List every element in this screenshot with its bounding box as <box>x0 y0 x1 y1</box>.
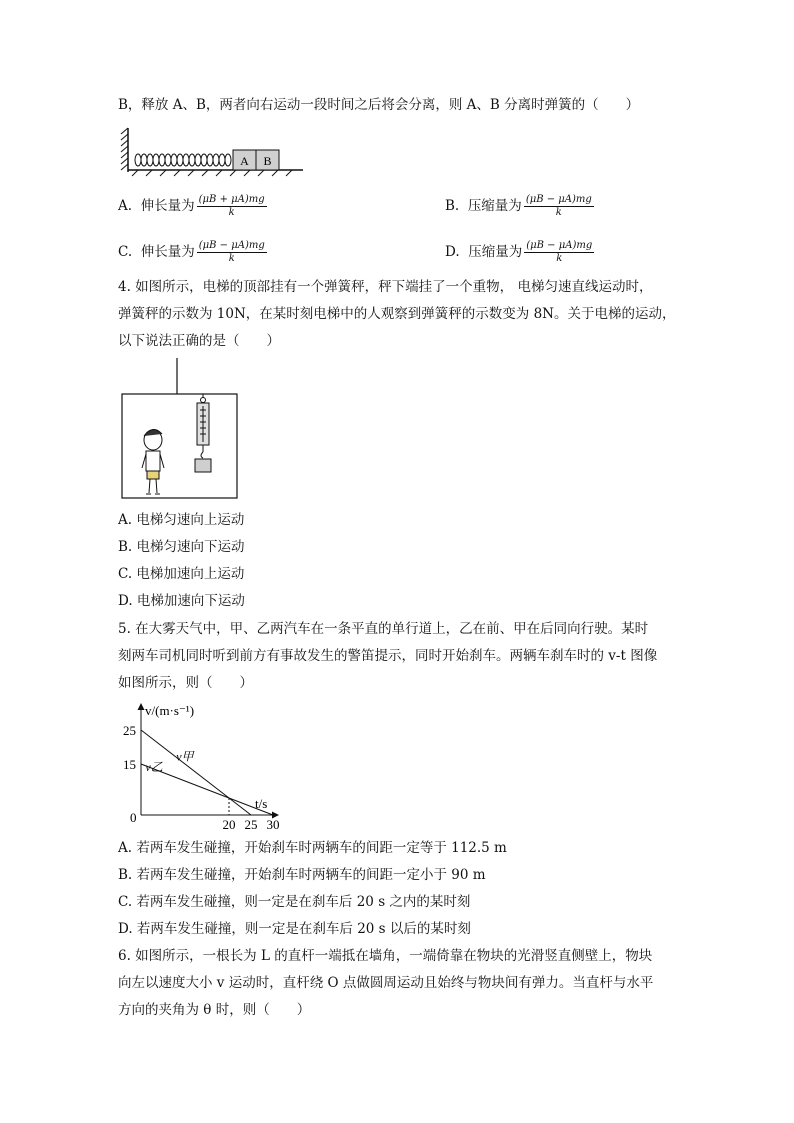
elevator-diagram <box>118 358 240 503</box>
q3-option-c: C. 伸长量为 $\frac{(\mu B - \mu A)mg}{k}$ <box>118 240 265 264</box>
q4-option-b: B. 电梯匀速向下运动 <box>118 539 245 555</box>
q4-line-2: 弹簧秤的示数为 10N，在某时刻电梯中的人观察到弹簧秤的示数变为 8N。关于电梯的运动， <box>118 306 676 322</box>
origin-label: 0 <box>130 810 137 825</box>
spring-scale <box>195 394 211 472</box>
vt-chart <box>118 700 288 835</box>
q5-line-2: 刻两车司机同时听到前方有事故发生的警笛提示，同时开始刹车。两辆车刹车时的 v-t 图像 <box>118 648 658 664</box>
block-a-label: A <box>240 154 249 168</box>
q5-option-c: C. 若两车发生碰撞，则一定是在刹车后 20 s 之内的某时刻 <box>118 894 471 910</box>
q5-option-b: B. 若两车发生碰撞，开始刹车时两辆车的间距一定小于 90 m <box>118 867 486 883</box>
q5-option-a: A. 若两车发生碰撞，开始刹车时两辆车的间距一定等于 112.5 m <box>118 840 507 856</box>
q4-line-1: 4. 如图所示，电梯的顶部挂有一个弹簧秤，秤下端挂了一个重物， 电梯匀速直线运动时， <box>118 279 653 295</box>
q6-line-3: 方向的夹角为 θ 时，则（ ） <box>118 1002 311 1018</box>
q4-option-c: C. 电梯加速向上运动 <box>118 566 245 582</box>
q3-intro: B，释放 A、B，两者向右运动一段时间之后将会分离，则 A、B 分离时弹簧的（ ） <box>118 97 640 113</box>
q3-option-b: B. 压缩量为 $\frac{(\mu B - \mu A)mg}{k}$ <box>445 194 592 218</box>
q5-line-1: 5. 在大雾天气中，甲、乙两汽车在一条平直的单行道上，乙在前、甲在后同向行驶。某时 <box>118 621 649 637</box>
y-axis-label: v/(m·s⁻¹) <box>145 703 195 718</box>
q5-option-d: D. 若两车发生碰撞，则一定是在刹车后 20 s 以后的某时刻 <box>118 921 471 937</box>
series-label-jia: v甲 <box>176 749 194 764</box>
block-b-label: B <box>263 154 272 168</box>
q6-line-1: 6. 如图所示，一根长为 L 的直杆一端抵在墙角，一端倚靠在物块的光滑竖直侧壁上，物块 <box>118 948 653 964</box>
q3-option-a: A. 伸长量为 $\frac{(\mu B + \mu A)mg}{k}$ <box>118 194 265 218</box>
y-tick-label: 25 <box>123 723 136 738</box>
x-tick-label: 30 <box>266 817 280 832</box>
y-tick-label: 15 <box>123 757 136 772</box>
q5-line-3: 如图所示，则（ ） <box>118 675 253 691</box>
x-tick-label: 25 <box>244 817 258 832</box>
series-label-yi: v乙 <box>145 759 163 774</box>
q3-option-d: D. 压缩量为 $\frac{(\mu B - \mu A)mg}{k}$ <box>445 240 593 264</box>
x-tick-label: 20 <box>222 817 236 832</box>
q6-line-2: 向左以速度大小 v 运动时，直杆绕 O 点做圆周运动且始终与物块间有弹力。当直杆与水平 <box>118 975 654 991</box>
q4-option-a: A. 电梯匀速向上运动 <box>118 512 245 528</box>
q4-line-3: 以下说法正确的是（ ） <box>118 333 280 349</box>
spring-block-diagram <box>118 126 308 178</box>
spring <box>135 154 231 166</box>
q4-option-d: D. 电梯加速向下运动 <box>118 593 245 609</box>
x-axis-label: t/s <box>255 796 268 811</box>
